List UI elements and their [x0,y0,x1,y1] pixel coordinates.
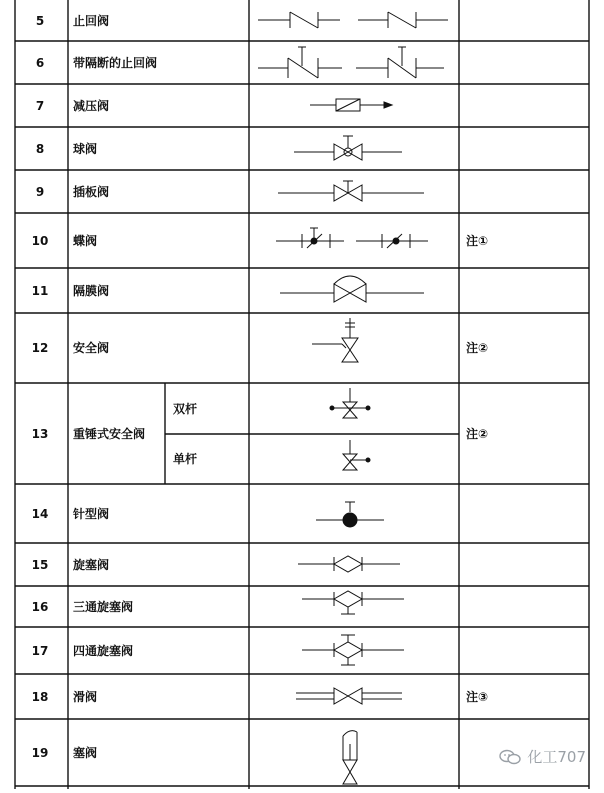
butterfly-valve-symbol [276,228,428,248]
valve-name: 旋塞阀 [73,557,110,572]
needle-valve-symbol [316,502,384,527]
row-number: 16 [31,599,49,614]
valve-name: 球阀 [73,141,98,156]
weighted-safety-valve-double-symbol [330,388,370,418]
row-number: 12 [31,341,49,355]
valve-name: 蝶阀 [73,233,98,248]
row-number: 6 [35,55,45,70]
note-ref: 注② [466,426,489,441]
row-number: 17 [31,643,49,658]
valve-name: 针型阀 [73,506,110,521]
valve-name: 重锤式安全阀 [73,426,146,441]
reducing-valve-symbol [310,99,392,111]
weighted-safety-valve-single-symbol [343,440,370,470]
plug-valve-symbol [298,556,400,572]
row-number: 15 [31,557,49,572]
row-number: 13 [31,426,49,441]
isolating-check-valve-symbol [258,47,444,78]
valve-name: 滑阀 [73,689,98,704]
gate-valve-symbol [278,181,424,201]
watermark-text: 化工707 [527,748,586,766]
note-ref: 注① [466,233,489,248]
check-valve-symbol [258,12,448,28]
row-number: 11 [31,283,49,298]
stopper-valve-symbol [343,731,357,784]
row-number: 7 [35,98,45,113]
valve-subtype: 双杆 [173,401,198,416]
row-number: 9 [35,184,45,199]
row-number: 19 [31,745,49,760]
safety-valve-symbol [312,318,358,362]
watermark [499,746,586,767]
valve-name: 插板阀 [73,184,110,199]
diaphragm-valve-symbol [280,276,424,302]
valve-subtype: 单杆 [173,452,198,466]
note-ref: 注② [466,341,489,355]
valve-name: 塞阀 [73,745,98,760]
row-number: 8 [35,141,45,156]
valve-name: 减压阀 [73,98,110,113]
note-ref: 注③ [466,689,489,704]
row-number: 14 [31,506,49,521]
valve-name: 安全阀 [73,341,110,355]
ball-valve-symbol [294,136,402,160]
row-number: 5 [35,13,45,28]
row-number: 18 [31,689,49,704]
three-way-plug-valve-symbol [302,591,404,614]
valve-name: 隔膜阀 [73,283,110,298]
valve-name: 带隔断的止回阀 [73,55,158,70]
row-number: 10 [31,233,49,248]
slide-valve-symbol [296,688,402,704]
four-way-plug-valve-symbol [302,635,404,665]
valve-name: 三通旋塞阀 [73,599,134,614]
wechat-icon [499,749,521,765]
valve-name: 止回阀 [73,13,110,28]
valve-name: 四通旋塞阀 [73,643,134,658]
